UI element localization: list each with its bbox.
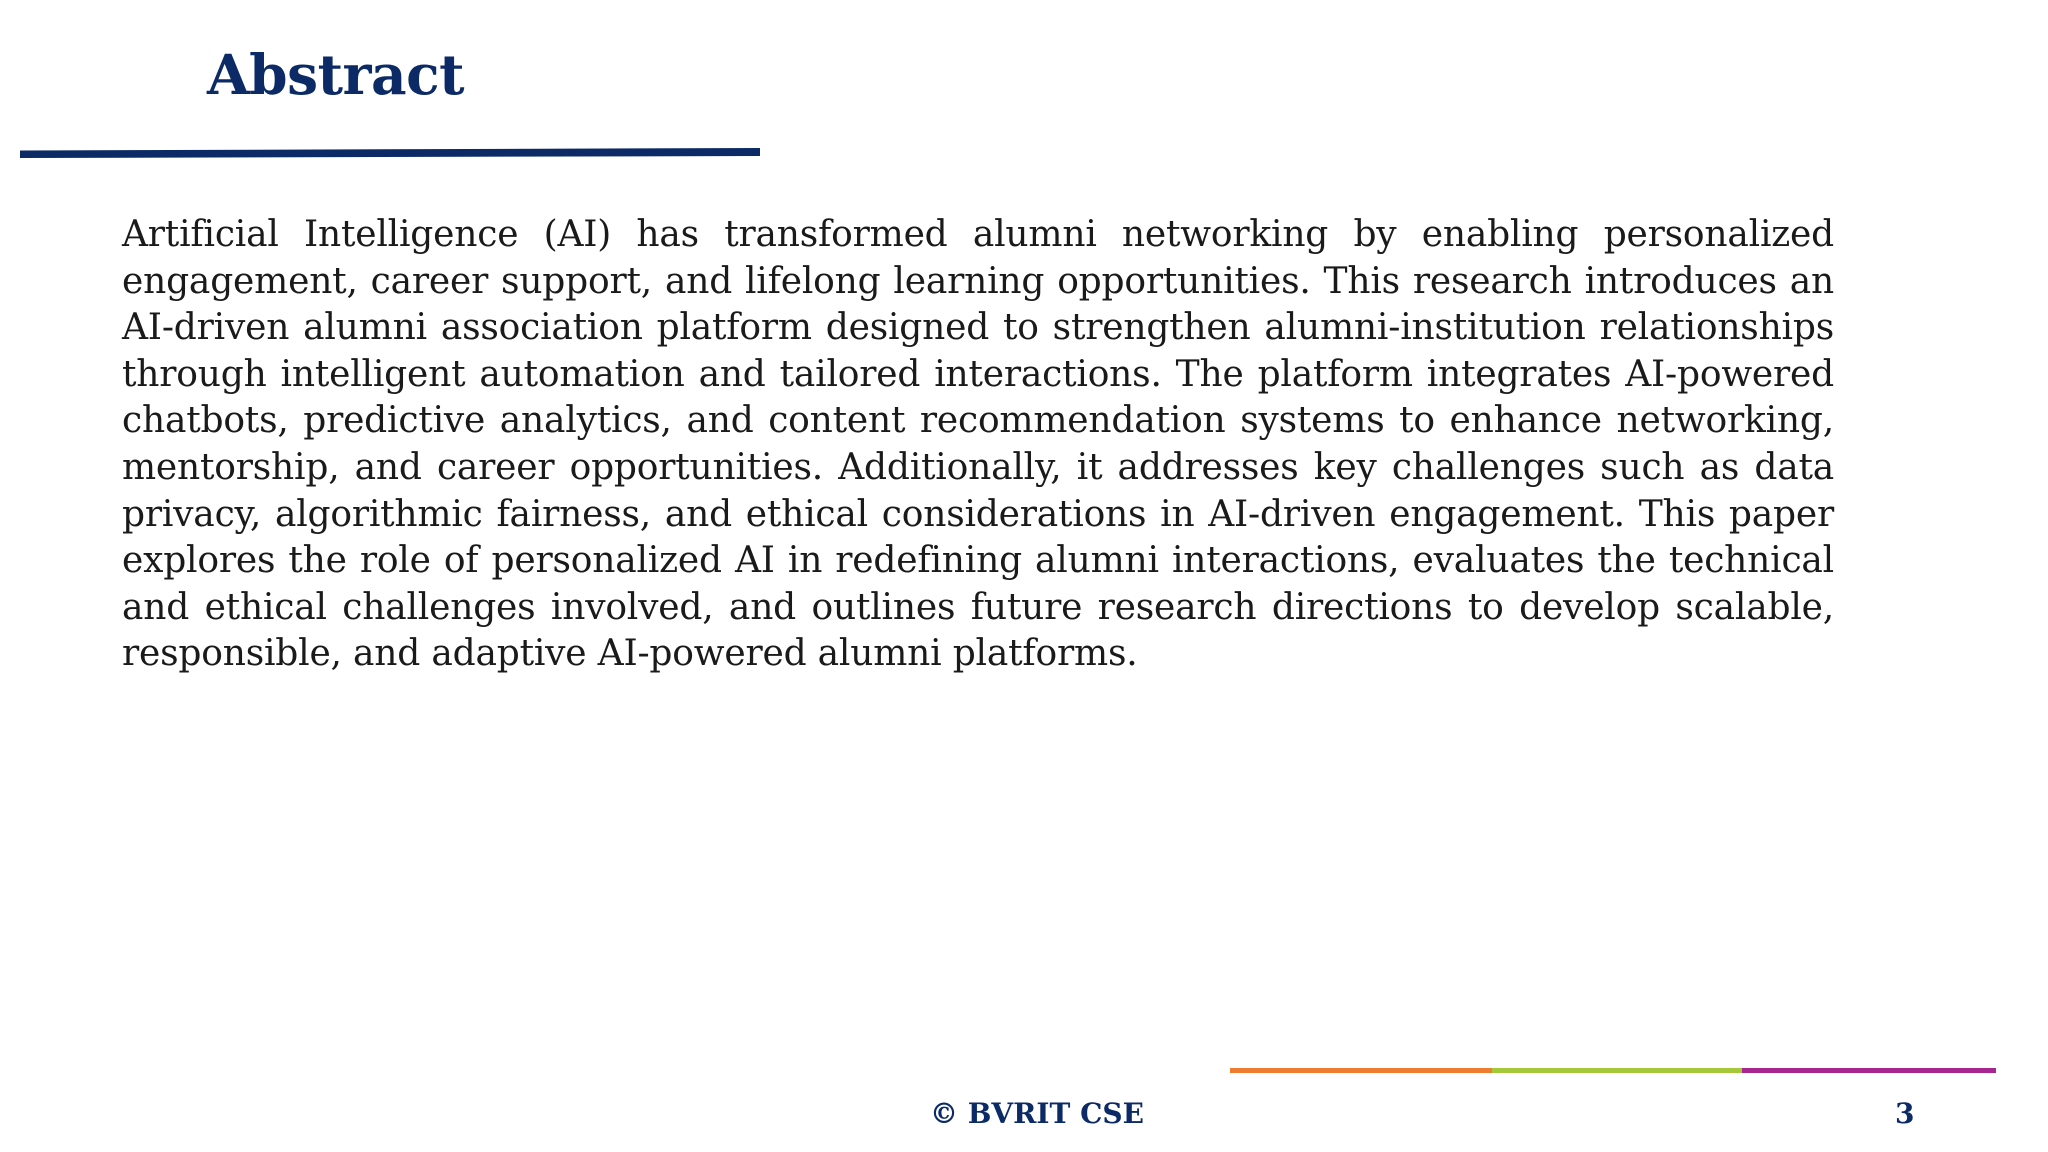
footer-accent-purple <box>1742 1068 1996 1073</box>
slide-title: Abstract <box>207 42 465 107</box>
title-underline <box>20 148 760 158</box>
abstract-paragraph: Artificial Intelligence (AI) has transformed alumni networking by enabling personalized engagement, career support, and lifelong learning opportunities. This research introduces an AI-driven alumni association platform designed to strengthen alumni-institution relationships through intelligent automation and tailored interactions. The platform integrates AI-powered chatbots, predictive analytics, and content recommendation systems to enhance networking, mentorship, and career opportunities. Additionally, it addresses key challenges such as data privacy, algorithmic fairness, and ethical considerations in AI-driven engagement. This paper explores the role of personalized AI in redefining alumni interactions, evaluates the technical and ethical challenges involved, and outlines future research directions to develop scalable, responsible, and adaptive AI-powered alumni platforms. <box>122 214 1834 675</box>
footer-accent-orange <box>1230 1068 1492 1073</box>
page-number: 3 <box>1895 1097 1915 1130</box>
footer-copyright: © BVRIT CSE <box>930 1097 1144 1130</box>
footer-accent-green <box>1492 1068 1742 1073</box>
